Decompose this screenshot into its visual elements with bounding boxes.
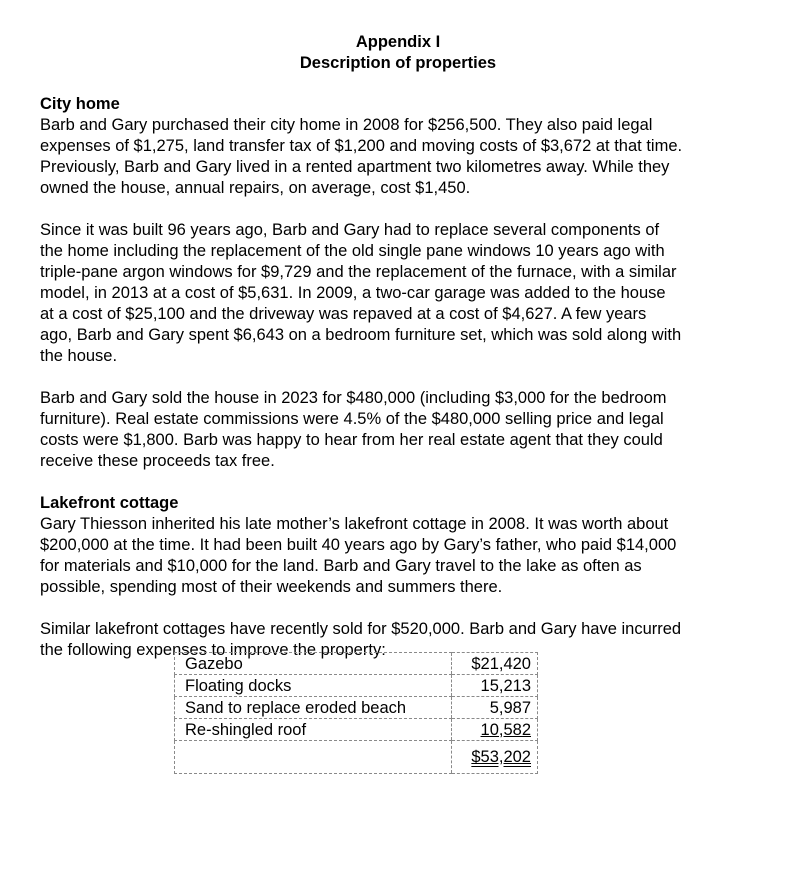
cottage-section (40, 493, 770, 661)
appendix-subtitle: Description of properties (299, 54, 497, 72)
expense-amount: $21,420 (452, 653, 538, 675)
expense-total (452, 741, 538, 774)
text-line: $200,000 at the time. It had been built 40 years ago by Gary’s father, who paid $14,000 (40, 536, 677, 554)
expense-amount: 15,213 (452, 675, 538, 697)
city-home-paragraph-2 (40, 220, 770, 367)
total-label-cell (175, 741, 452, 774)
expense-label: Gazebo (175, 653, 452, 675)
table-row (175, 653, 538, 675)
expense-amount: 5,987 (452, 697, 538, 719)
city-home-paragraph-1 (40, 115, 770, 199)
expense-label: Re-shingled roof (175, 719, 452, 741)
cottage-heading: Lakefront cottage (40, 494, 179, 512)
text-line: Previously, Barb and Gary lived in a rented apartment two kilometres away. While they (40, 158, 670, 176)
text-line: the house. (40, 347, 118, 365)
text-line: possible, spending most of their weekends and summers there. (40, 578, 503, 596)
text-line: costs were $1,800. Barb was happy to hear from her real estate agent that they could (40, 431, 663, 449)
text-line: receive these proceeds tax free. (40, 452, 275, 470)
expense-table (174, 652, 538, 774)
text-line: Since it was built 96 years ago, Barb and Gary had to replace several components of (40, 221, 660, 239)
text-line: ago, Barb and Gary spent $6,643 on a bedroom furniture set, which was sold along with (40, 326, 682, 344)
text-line: for materials and $10,000 for the land. Barb and Gary travel to the lake as often as (40, 557, 642, 575)
expense-amount (452, 719, 538, 741)
text-line: model, in 2013 at a cost of $5,631. In 2009, a two-car garage was added to the house (40, 284, 666, 302)
table-row (175, 719, 538, 741)
table-row (175, 675, 538, 697)
expense-amount-value: 10,582 (480, 720, 531, 739)
text-line: triple-pane argon windows for $9,729 and the replacement of the furnace, with a similar (40, 263, 677, 281)
text-line: Similar lakefront cottages have recently sold for $520,000. Barb and Gary have incurred (40, 620, 682, 638)
cottage-paragraph-1 (40, 514, 770, 598)
text-line: Barb and Gary purchased their city home in 2008 for $256,500. They also paid legal (40, 116, 653, 134)
appendix-title: Appendix I (355, 33, 441, 51)
table-total-row (175, 741, 538, 774)
text-line: the home including the replacement of the old single pane windows 10 years ago with (40, 242, 665, 260)
text-line: at a cost of $25,100 and the driveway was repaved at a cost of $4,627. A few years (40, 305, 647, 323)
expense-label: Floating docks (175, 675, 452, 697)
city-home-heading: City home (40, 95, 120, 113)
text-line: Gary Thiesson inherited his late mother’s lakefront cottage in 2008. It was worth about (40, 515, 669, 533)
text-line: Barb and Gary sold the house in 2023 for $480,000 (including $3,000 for the bedroom (40, 389, 667, 407)
text-line: expenses of $1,275, land transfer tax of $1,200 and moving costs of $3,672 at that time. (40, 137, 683, 155)
document-page (40, 32, 770, 661)
expense-label: Sand to replace eroded beach (175, 697, 452, 719)
document-title (40, 32, 756, 74)
city-home-section (40, 94, 770, 472)
city-home-paragraph-3 (40, 388, 770, 472)
table-row (175, 697, 538, 719)
text-line: owned the house, annual repairs, on average, cost $1,450. (40, 179, 471, 197)
text-line: the following expenses to improve the property: (40, 641, 386, 659)
text-line: furniture). Real estate commissions were 4.5% of the $480,000 selling price and legal (40, 410, 664, 428)
expense-total-value: $53,202 (471, 748, 531, 766)
